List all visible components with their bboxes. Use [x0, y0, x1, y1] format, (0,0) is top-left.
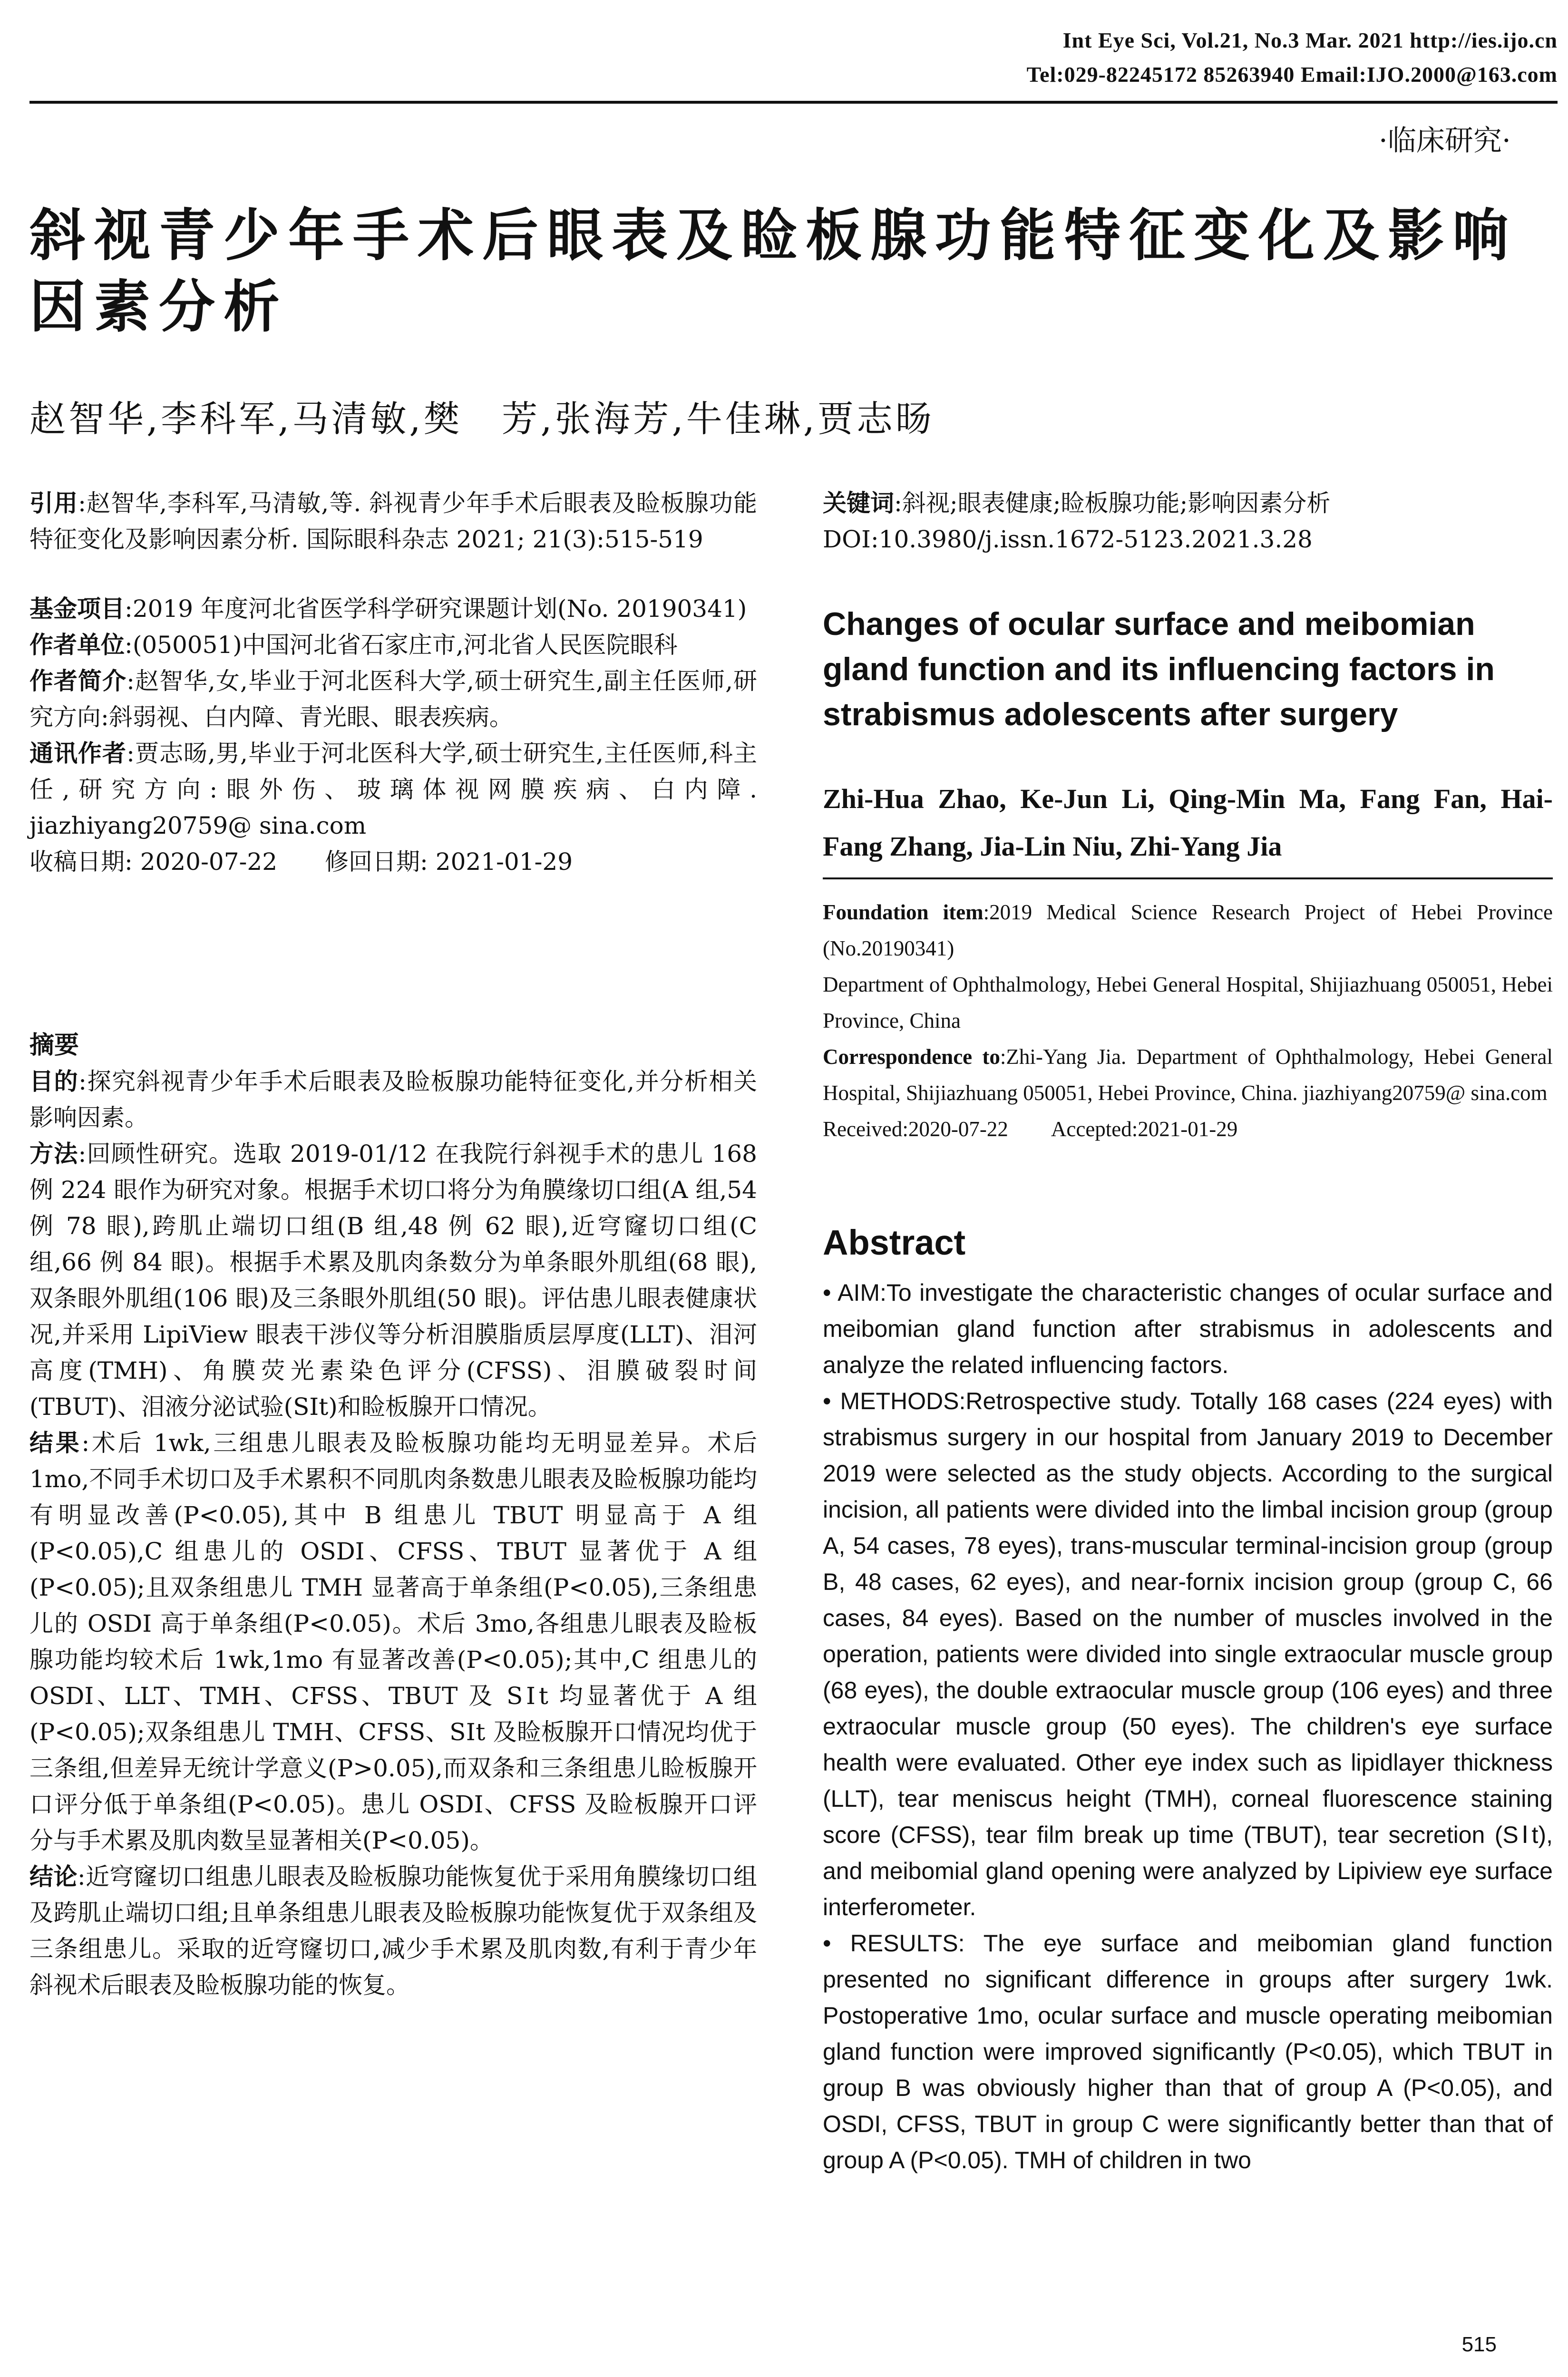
english-authors: Zhi-Hua Zhao, Ke-Jun Li, Qing-Min Ma, Fang Fan, Hai-Fang Zhang, Jia-Lin Niu, Zhi-Yang Jia [823, 783, 1553, 862]
methods-paragraph: • METHODS:Retrospective study. Totally 168 cases (224 eyes) with strabismus surgery in our hospital from January 2019 to December 2019 were selected as the study objects. According to the surgical incision, all patients were divided into the limbal incision group (group A, 54 cases, 78 eyes), trans-muscular terminal-incision group (group B, 48 cases, 62 eyes), and near-fornix incision group (group C, 66 cases, 84 eyes). Based on the number of muscles involved in the operation, patients were divided into single extraocular muscle group (68 eyes), the double extraocular muscle group (106 eyes) and three extraocular muscle group (50 eyes). The children's eye surface health were evaluated. Other eye index such as lipidlayer thickness (LLT), tear meniscus height (TMH), corneal fluorescence staining score (CFSS), tear film break up time (TBUT), tear secretion (SⅠt), and meibomial gland opening were analyzed by Lipiview eye surface interferometer. [823, 1388, 1553, 1920]
journal-header-line1: Int Eye Sci, Vol.21, No.3 Mar. 2021 http://ies.ijo.cn [1062, 28, 1558, 52]
unit-block [29, 627, 757, 663]
corr-label: 通讯作者 [29, 739, 127, 767]
keywords-text: :斜视;眼表健康;睑板腺功能;影响因素分析 [894, 489, 1331, 517]
correspondence-text: :Zhi-Yang Jia. Department of Ophthalmology, Hebei General Hospital, Shijiazhuang 050051, Hebei Province, China. jiazhiyang20759@ sina.com [823, 1045, 1553, 1105]
unit-label: 作者单位 [29, 631, 125, 659]
cn-abstract [29, 1027, 757, 2003]
english-meta [823, 894, 1553, 1147]
results-block [29, 1425, 757, 1859]
correspondence-block [823, 1039, 1553, 1111]
corr-block [29, 735, 757, 844]
keywords-block [823, 485, 1553, 557]
left-meta [29, 485, 757, 880]
doi: DOI:10.3980/j.issn.1672-5123.2021.3.28 [823, 526, 1313, 553]
corr-text: :贾志旸,男,毕业于河北医科大学,硕士研究生,主任医师,科主任,研究方向:眼外伤、玻璃体视网膜疾病、白内障. jiazhiyang20759@ sina.com [29, 740, 758, 839]
received-accepted: Received:2020-07-22 Accepted:2021-01-29 [823, 1117, 1238, 1141]
section-tag: ·临床研究· [1378, 124, 1511, 157]
correspondence-label: Correspondence to [823, 1045, 1000, 1069]
conclusion-block [29, 1859, 757, 2003]
header-divider [29, 101, 1558, 104]
author-list: 赵智华,李科军,马清敏,樊 芳,张海芳,牛佳琳,贾志旸 [29, 398, 935, 440]
fund-text: :2019 年度河北省医学科学研究课题计划(No. 20190341) [125, 595, 747, 623]
bio-text: :赵智华,女,毕业于河北医科大学,硕士研究生,副主任医师,研究方向:斜弱视、白内障、青光眼、眼表疾病。 [29, 667, 758, 731]
results-paragraph: • RESULTS: The eye surface and meibomian gland function presented no significant difference in groups after surgery 1wk. Postoperative 1mo, ocular surface and muscle operating meibomian gland function were improved significantly (P<0.05), which TBUT in group B was obviously higher than that of group A (P<0.05), and OSDI, CFSS, TBUT in group C were significantly better than that of group A (P<0.05). TMH of children in two [823, 1930, 1553, 2173]
fund-block [29, 591, 757, 627]
abstract-heading-cn: 摘要 [29, 1031, 79, 1060]
page-number: 515 [1461, 2333, 1497, 2356]
journal-header-line2: Tel:029-82245172 85263940 Email:IJO.2000@163.com [1026, 62, 1558, 87]
foundation-label: Foundation item [823, 900, 984, 924]
citation-label: 引用 [29, 489, 78, 517]
foundation-block [823, 894, 1553, 966]
results-text: :术后 1wk,三组患儿眼表及睑板腺功能均无明显差异。术后 1mo,不同手术切口及手术累积不同肌肉条数患儿眼表及睑板腺功能均有明显改善(P<0.05),其中 B 组患儿 TBUT 明显高于 A 组(P<0.05),C 组患儿的 OSDI、CFSS、TBUT 显著优于 A 组(P<0.05);且双条组患儿 TMH 显著高于单条组(P<0.05),三条组患儿的 OSDI 高于单条组(P<0.05)。术后 3mo,各组患儿眼表及睑板腺功能均较术后 1wk,1mo 有显著改善(P<0.05);其中,C 组患儿的 OSDI、LLT、TMH、CFSS、TBUT 及 SⅠt 均显著优于 A 组(P<0.05);双条组患儿 TMH、CFSS、SⅠt 及睑板腺开口情况均优于三条组,但差异无统计学意义(P>0.05),而双条和三条组患儿睑板腺开口评分低于单条组(P<0.05)。患儿 OSDI、CFSS 及睑板腺开口评分与手术累及肌肉数呈显著相关(P<0.05)。 [29, 1429, 758, 1854]
received-dates: 收稿日期: 2020-07-22 修回日期: 2021-01-29 [29, 848, 573, 876]
methods-text: :回顾性研究。选取 2019-01/12 在我院行斜视手术的患儿 168 例 224 眼作为研究对象。根据手术切口将分为角膜缘切口组(A 组,54 例 78 眼),跨肌止端切口组(B 组,48 例 62 眼),近穹窿切口组(C 组,66 例 84 眼)。根据手术累及肌肉条数分为单条眼外肌组(68 眼),双条眼外肌组(106 眼)及三条眼外肌组(50 眼)。评估患儿眼表健康状况,并采用 LipiView 眼表干涉仪等分析泪膜脂质层厚度(LLT)、泪河高度(TMH)、角膜荧光素染色评分(CFSS)、泪膜破裂时间(TBUT)、泪液分泌试验(SⅠt)和睑板腺开口情况。 [29, 1140, 757, 1421]
foundation-text: :2019 Medical Science Research Project of Hebei Province (No.20190341) [823, 900, 1553, 960]
methods-label: 方法 [29, 1140, 78, 1168]
keywords-line [823, 485, 1553, 521]
fund-label: 基金项目 [29, 594, 125, 623]
bio-label: 作者简介 [29, 667, 127, 695]
column-rule [823, 877, 1553, 879]
methods-block [29, 1136, 757, 1425]
conclusion-label: 结论 [29, 1862, 78, 1890]
results-label: 结果 [29, 1429, 82, 1457]
objective-label: 目的 [29, 1067, 79, 1095]
keywords-label: 关键词 [823, 489, 894, 517]
conclusion-text: :近穹窿切口组患儿眼表及睑板腺功能恢复优于采用角膜缘切口组及跨肌止端切口组;且单条组患儿眼表及睑板腺功能恢复优于双条组及三条组患儿。采取的近穹窿切口,减少手术累及肌肉数,有利于青少年斜视术后眼表及睑板腺功能的恢复。 [29, 1863, 757, 1999]
bio-block [29, 663, 757, 735]
english-title: Changes of ocular surface and meibomian gland function and its influencing factors in strabismus adolescents after surgery [823, 606, 1495, 732]
article-title: 斜视青少年手术后眼表及睑板腺功能特征变化及影响因素分析 [29, 202, 1518, 340]
citation-text: :赵智华,李科军,马清敏,等. 斜视青少年手术后眼表及睑板腺功能特征变化及影响因素分析. 国际眼科杂志 2021; 21(3):515-519 [29, 489, 758, 553]
objective-text: :探究斜视青少年手术后眼表及睑板腺功能特征变化,并分析相关影响因素。 [29, 1068, 757, 1131]
abstract-heading-en: Abstract [823, 1223, 966, 1262]
citation-block [29, 485, 757, 557]
objective-block [29, 1063, 757, 1136]
unit-text: :(050051)中国河北省石家庄市,河北省人民医院眼科 [125, 631, 678, 659]
department: Department of Ophthalmology, Hebei General Hospital, Shijiazhuang 050051, Hebei Province, China [823, 973, 1553, 1033]
english-abstract [823, 1275, 1553, 2178]
aim-paragraph: • AIM:To investigate the characteristic changes of ocular surface and meibomian gland function after strabismus in adolescents and analyze the related influencing factors. [823, 1279, 1553, 1378]
